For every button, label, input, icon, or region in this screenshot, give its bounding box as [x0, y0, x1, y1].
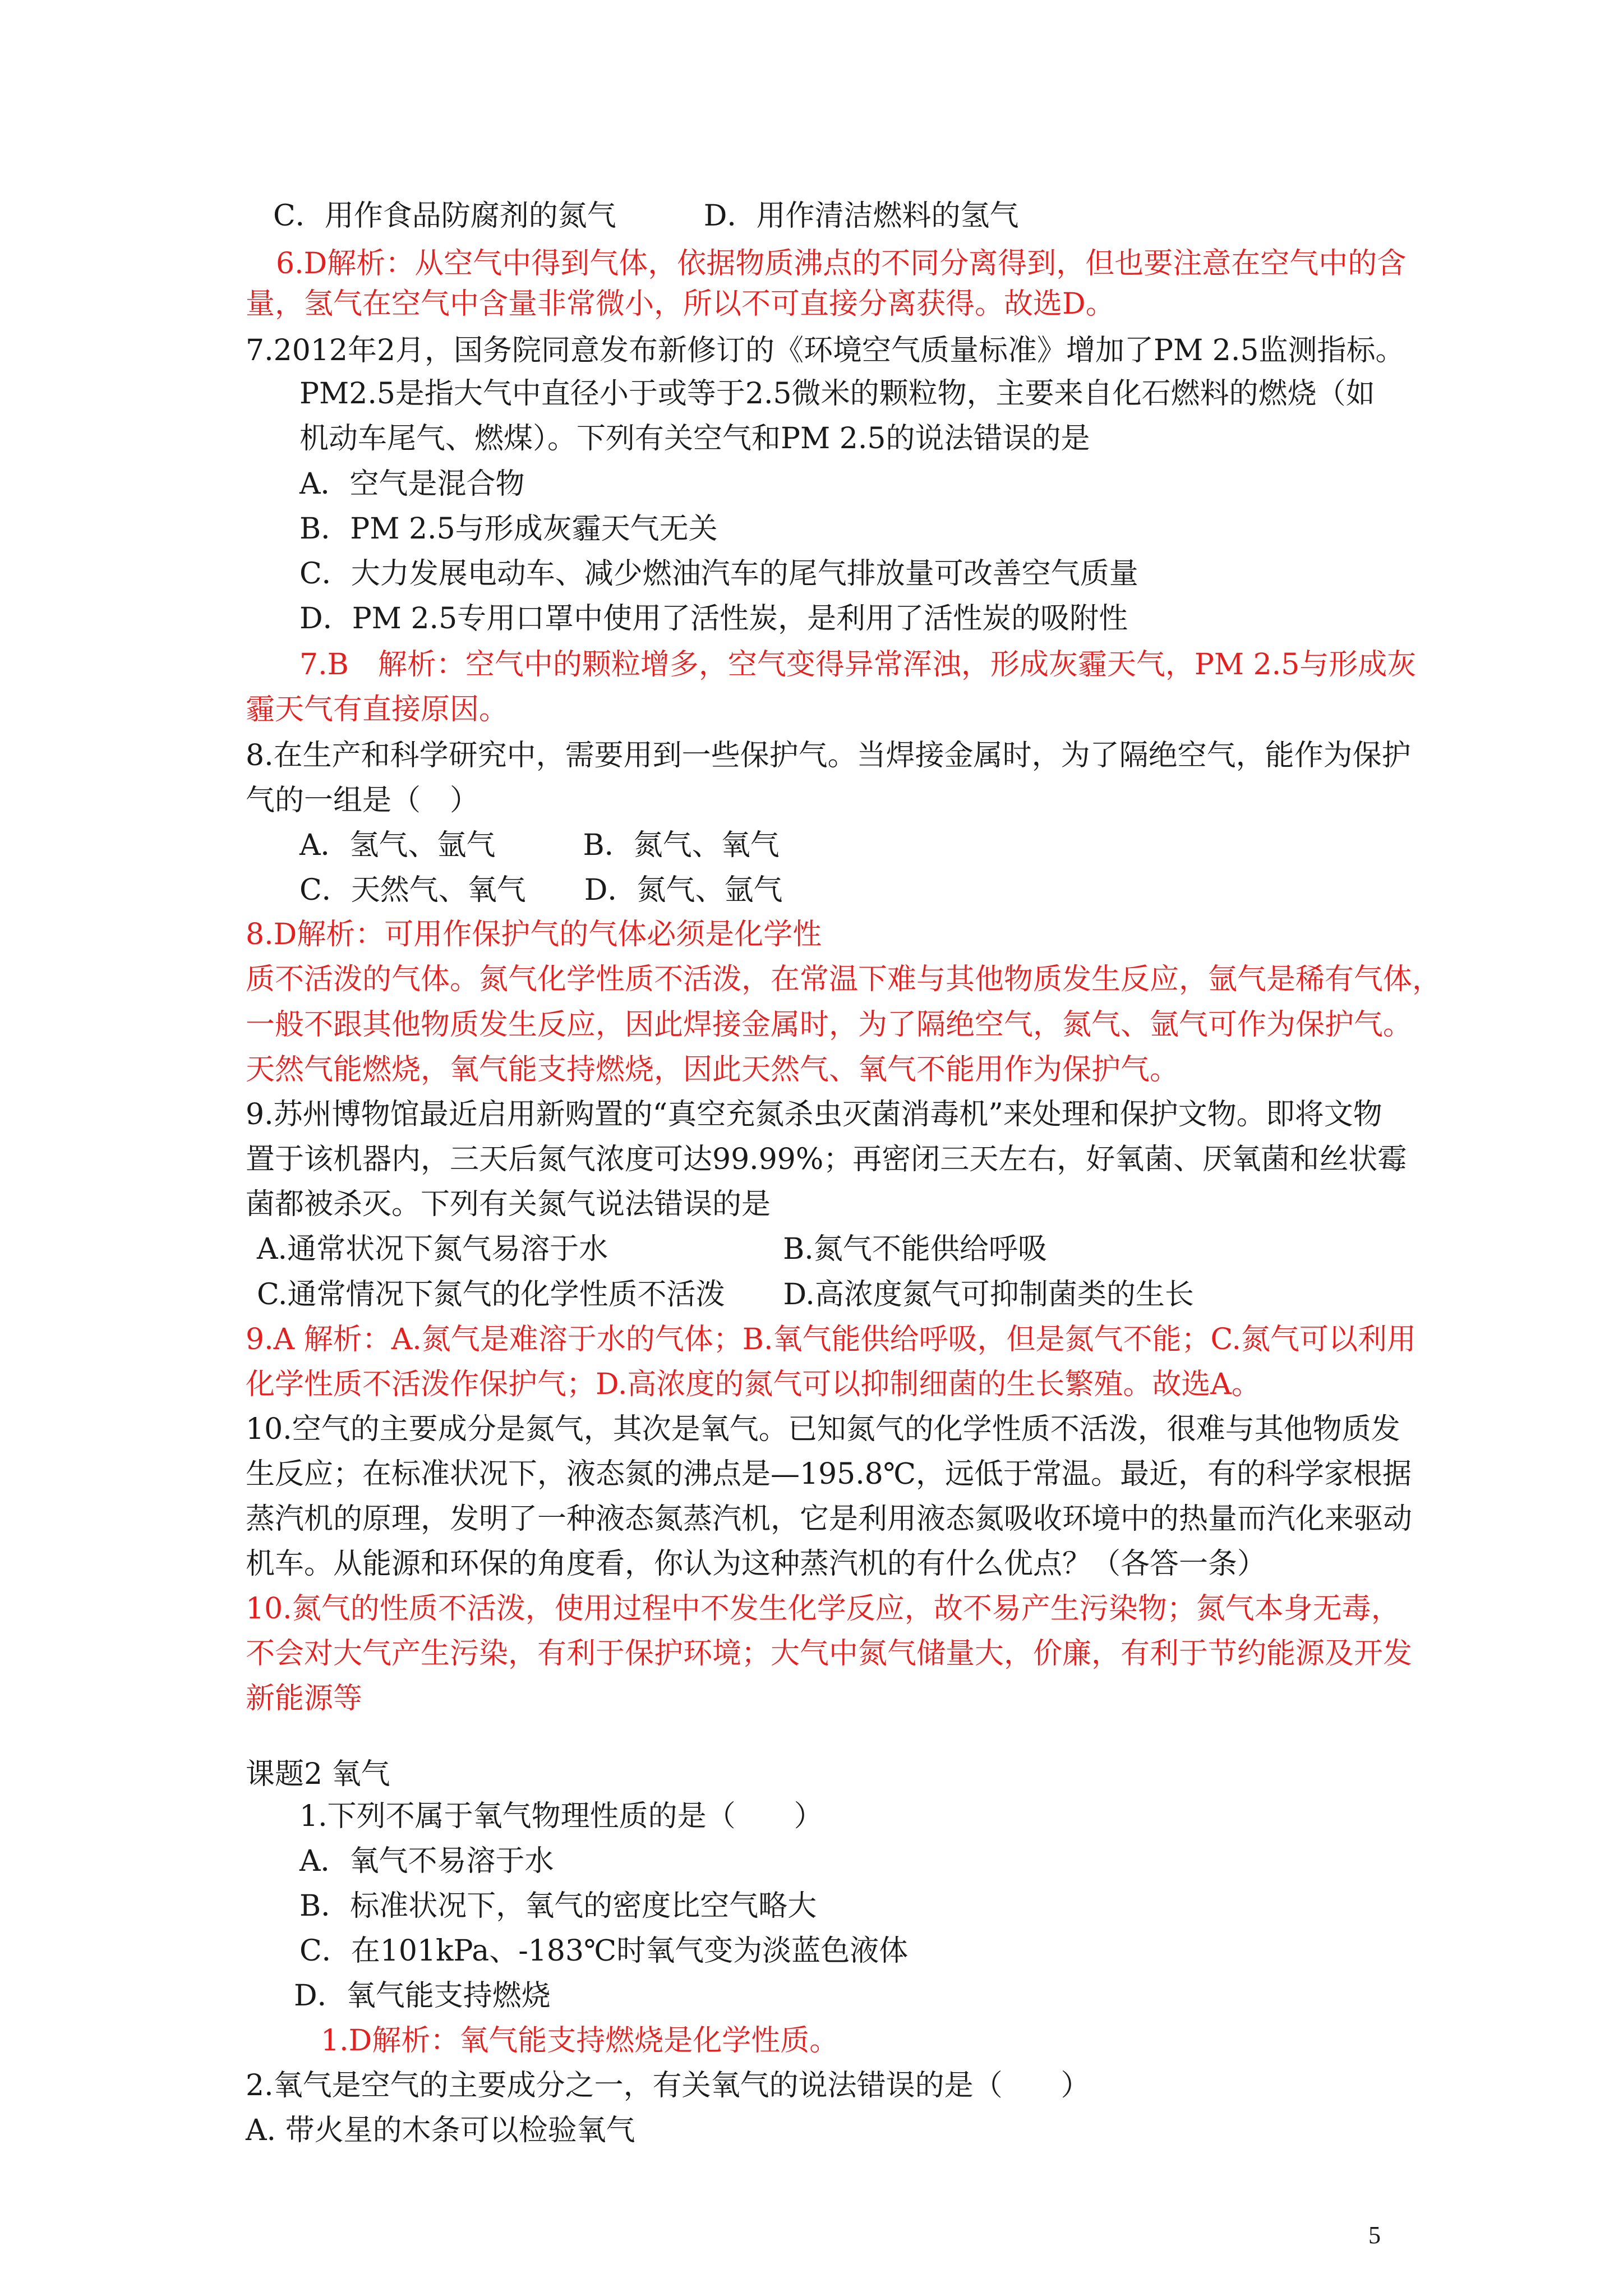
option-line: A．空气是混合物 — [299, 467, 525, 501]
option-line: D．氧气能支持燃烧 — [294, 1979, 551, 2013]
text-line: 机动车尾气、燃煤）。下列有关空气和PM 2.5的说法错误的是 — [299, 422, 1090, 455]
question-line: 9.苏州博物馆最近启用新购置的“真空充氮杀虫灭菌消毒机”来处理和保护文物。即将文物 — [246, 1098, 1382, 1131]
text-line: PM2.5是指大气中直径小于或等于2.5微米的颗粒物，主要来自化石燃料的燃烧（如 — [299, 377, 1375, 411]
answer-line: 天然气能燃烧，氧气能支持燃烧，因此天然气、氧气不能用作为保护气。 — [246, 1053, 1179, 1087]
question-line: 1.下列不属于氧气物理性质的是（ ） — [299, 1800, 823, 1833]
answer-line: 霾天气有直接原因。 — [246, 693, 509, 726]
section-heading: 课题2 氧气 — [246, 1757, 390, 1791]
option-line: C.通常情况下氮气的化学性质不活泼 D.高浓度氮气可抑制菌类的生长 — [257, 1278, 1194, 1312]
answer-line: 10.氮气的性质不活泼，使用过程中不发生化学反应，故不易产生污染物；氮气本身无毒， — [246, 1592, 1400, 1626]
answer-line: 9.A 解析：A.氮气是难溶于水的气体；B.氧气能供给呼吸，但是氮气不能；C.氮气可以利用 — [246, 1323, 1416, 1356]
answer-line: 化学性质不活泼作保护气；D.高浓度的氮气可以抑制细菌的生长繁殖。故选A。 — [246, 1368, 1261, 1401]
answer-line: 一般不跟其他物质发生反应，因此焊接金属时，为了隔绝空气，氮气、氩气可作为保护气。 — [246, 1008, 1413, 1042]
text-line: 生反应；在标准状况下，液态氮的沸点是—195.8℃，远低于常温。最近，有的科学家根据 — [246, 1457, 1412, 1491]
question-line: 8.在生产和科学研究中，需要用到一些保护气。当焊接金属时，为了隔绝空气，能作为保护 — [246, 739, 1411, 772]
answer-line: 7.B 解析：空气中的颗粒增多，空气变得异常浑浊，形成灰霾天气，PM 2.5与形成灰 — [299, 648, 1417, 682]
option-line: A．氧气不易溶于水 — [299, 1844, 554, 1878]
answer-line: 6.D解析：从空气中得到气体，依据物质沸点的不同分离得到，但也要注意在空气中的含 — [276, 247, 1407, 280]
answer-line: 1.D解析：氧气能支持燃烧是化学性质。 — [321, 2024, 839, 2058]
option-line: C．在101kPa、-183℃时氧气变为淡蓝色液体 — [299, 1934, 909, 1968]
question-line: 2.氧气是空气的主要成分之一，有关氧气的说法错误的是（ ） — [246, 2069, 1090, 2102]
answer-line: 量，氢气在空气中含量非常微小，所以不可直接分离获得。故选D。 — [246, 287, 1115, 321]
answer-line: 不会对大气产生污染，有利于保护环境；大气中氮气储量大，价廉，有利于节约能源及开发 — [246, 1637, 1413, 1671]
option-line: A. 带火星的木条可以检验氧气 — [246, 2114, 635, 2147]
answer-line: 新能源等 — [246, 1682, 363, 1715]
text-line: 蒸汽机的原理，发明了一种液态氮蒸汽机，它是利用液态氮吸收环境中的热量而汽化来驱动 — [246, 1502, 1413, 1536]
question-line: 7.2012年2月，国务院同意发布新修订的《环境空气质量标准》增加了PM 2.5监测指标。 — [246, 334, 1405, 367]
text-line: 置于该机器内，三天后氮气浓度可达99.99%；再密闭三天左右，好氧菌、厌氧菌和丝状霉 — [246, 1143, 1407, 1176]
question-line: 10.空气的主要成分是氮气，其次是氧气。已知氮气的化学性质不活泼，很难与其他物质发 — [246, 1412, 1400, 1446]
option-line: A．氢气、氩气 B．氮气、氧气 — [299, 829, 780, 862]
page-number: 5 — [1368, 2221, 1381, 2249]
option-line: C．天然气、氧气 D．氮气、氩气 — [299, 873, 783, 907]
text-line: C．用作食品防腐剂的氮气 D．用作清洁燃料的氢气 — [273, 199, 1019, 233]
text-line: 机车。从能源和环保的角度看，你认为这种蒸汽机的有什么优点？（各答一条） — [246, 1547, 1267, 1581]
option-line: A.通常状况下氮气易溶于水 B.氮气不能供给呼吸 — [257, 1232, 1047, 1266]
text-line: 气的一组是（ ） — [246, 784, 479, 817]
option-line: B．标准状况下，氧气的密度比空气略大 — [299, 1889, 817, 1923]
option-line: D．PM 2.5专用口罩中使用了活性炭，是利用了活性炭的吸附性 — [299, 602, 1128, 636]
option-line: C．大力发展电动车、减少燃油汽车的尾气排放量可改善空气质量 — [299, 557, 1138, 591]
answer-line: 质不活泼的气体。氮气化学性质不活泼，在常温下难与其他物质发生反应，氩气是稀有气体， — [246, 963, 1442, 996]
option-line: B．PM 2.5与形成灰霾天气无关 — [299, 512, 718, 546]
text-line: 菌都被杀灭。下列有关氮气说法错误的是 — [246, 1188, 771, 1221]
answer-line: 8.D解析：可用作保护气的气体必须是化学性 — [246, 918, 822, 951]
